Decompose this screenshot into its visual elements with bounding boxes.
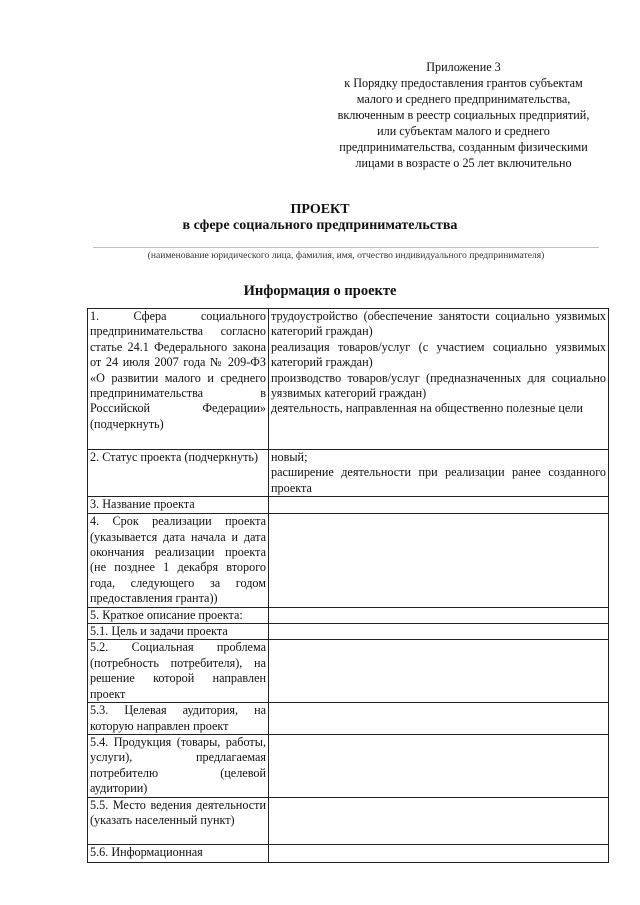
info-section-title: Информация о проекте [243, 283, 397, 299]
table-row [88, 703, 609, 735]
row-value[interactable] [269, 734, 609, 797]
appendix-line: Приложение 3 [426, 60, 501, 74]
table-row [88, 734, 609, 797]
row-label: 5. Краткое описание проекта: [88, 607, 269, 623]
row-label: 5.2. Социальная проблема (потребность потребителя), на решение которой направлен проект [88, 640, 269, 703]
appendix-line: предпринимательства, созданным физическими [339, 140, 588, 154]
row-label: 5.5. Место ведения деятельности (указать населенный пункт) [88, 797, 269, 844]
row-label: 3. Название проекта [88, 497, 269, 514]
row-value[interactable] [269, 497, 609, 514]
option-item: деятельность, направленная на общественно полезные цели [271, 401, 583, 416]
option-item: расширение деятельности при реализации ранее созданного проекта [271, 465, 606, 495]
row-value[interactable] [269, 607, 609, 623]
row-value [269, 450, 609, 497]
appendix-line: малого и среднего предпринимательства, [356, 92, 571, 106]
project-info-table [87, 308, 609, 863]
appendix-line: лицами в возрасте о 25 лет включительно [355, 156, 572, 170]
table-row [88, 844, 609, 862]
row-value[interactable] [269, 797, 609, 844]
row-value[interactable] [269, 624, 609, 640]
row-value [269, 309, 609, 450]
option-item: трудоустройство (обеспечение занятости социально уязвимых категорий граждан) [271, 309, 606, 339]
table-row [88, 450, 609, 497]
option-item: новый; [271, 450, 308, 464]
appendix-line: к Порядку предоставления грантов субъектам [344, 76, 583, 90]
table-row [88, 607, 609, 623]
row-value[interactable] [269, 703, 609, 735]
row-label: 5.1. Цель и задачи проекта [88, 624, 269, 640]
row-label: 1. Сфера социального предпринимательства согласно статье 24.1 Федерального закона от 24 июля 2007 года № 209-ФЗ «О развитии малого и среднего предпринимательства в Российской Федерации» (подчеркнуть) [88, 309, 269, 450]
table-row [88, 624, 609, 640]
appendix-block [318, 59, 609, 171]
document-title: ПРОЕКТ [290, 202, 350, 217]
appendix-line: или субъектам малого и среднего [377, 124, 550, 138]
row-value[interactable] [269, 514, 609, 607]
table-row [88, 797, 609, 844]
option-item: производство товаров/услуг (предназначенных для социально уязвимых категорий граждан) [271, 370, 606, 401]
option-item: реализация товаров/услуг (с участием социально уязвимых категорий граждан) [271, 339, 606, 370]
document-subtitle: в сфере социального предпринимательства [182, 218, 458, 233]
row-label: 2. Статус проекта (подчеркнуть) [88, 450, 269, 497]
table-row [88, 309, 609, 450]
appendix-line: включенным в реестр социальных предприятий, [337, 108, 590, 122]
table-row [88, 497, 609, 514]
name-caption: (наименование юридического лица, фамилия, имя, отчество индивидуального предпринимателя) [147, 250, 545, 261]
table-row [88, 640, 609, 703]
row-label: 5.4. Продукция (товары, работы, услуги), предлагаемая потребителю (целевой аудитории) [88, 734, 269, 797]
row-value[interactable] [269, 640, 609, 703]
row-label: 4. Срок реализации проекта (указывается дата начала и дата окончания реализации проекта (не позднее 1 декабря второго года, следующего за годом предоставления гранта)) [88, 514, 269, 607]
name-fill-line [93, 247, 599, 248]
table-row [88, 514, 609, 607]
row-value[interactable] [269, 844, 609, 862]
row-label: 5.3. Целевая аудитория, на которую направлен проект [88, 703, 269, 735]
row-label: 5.6. Информационная [88, 844, 269, 862]
